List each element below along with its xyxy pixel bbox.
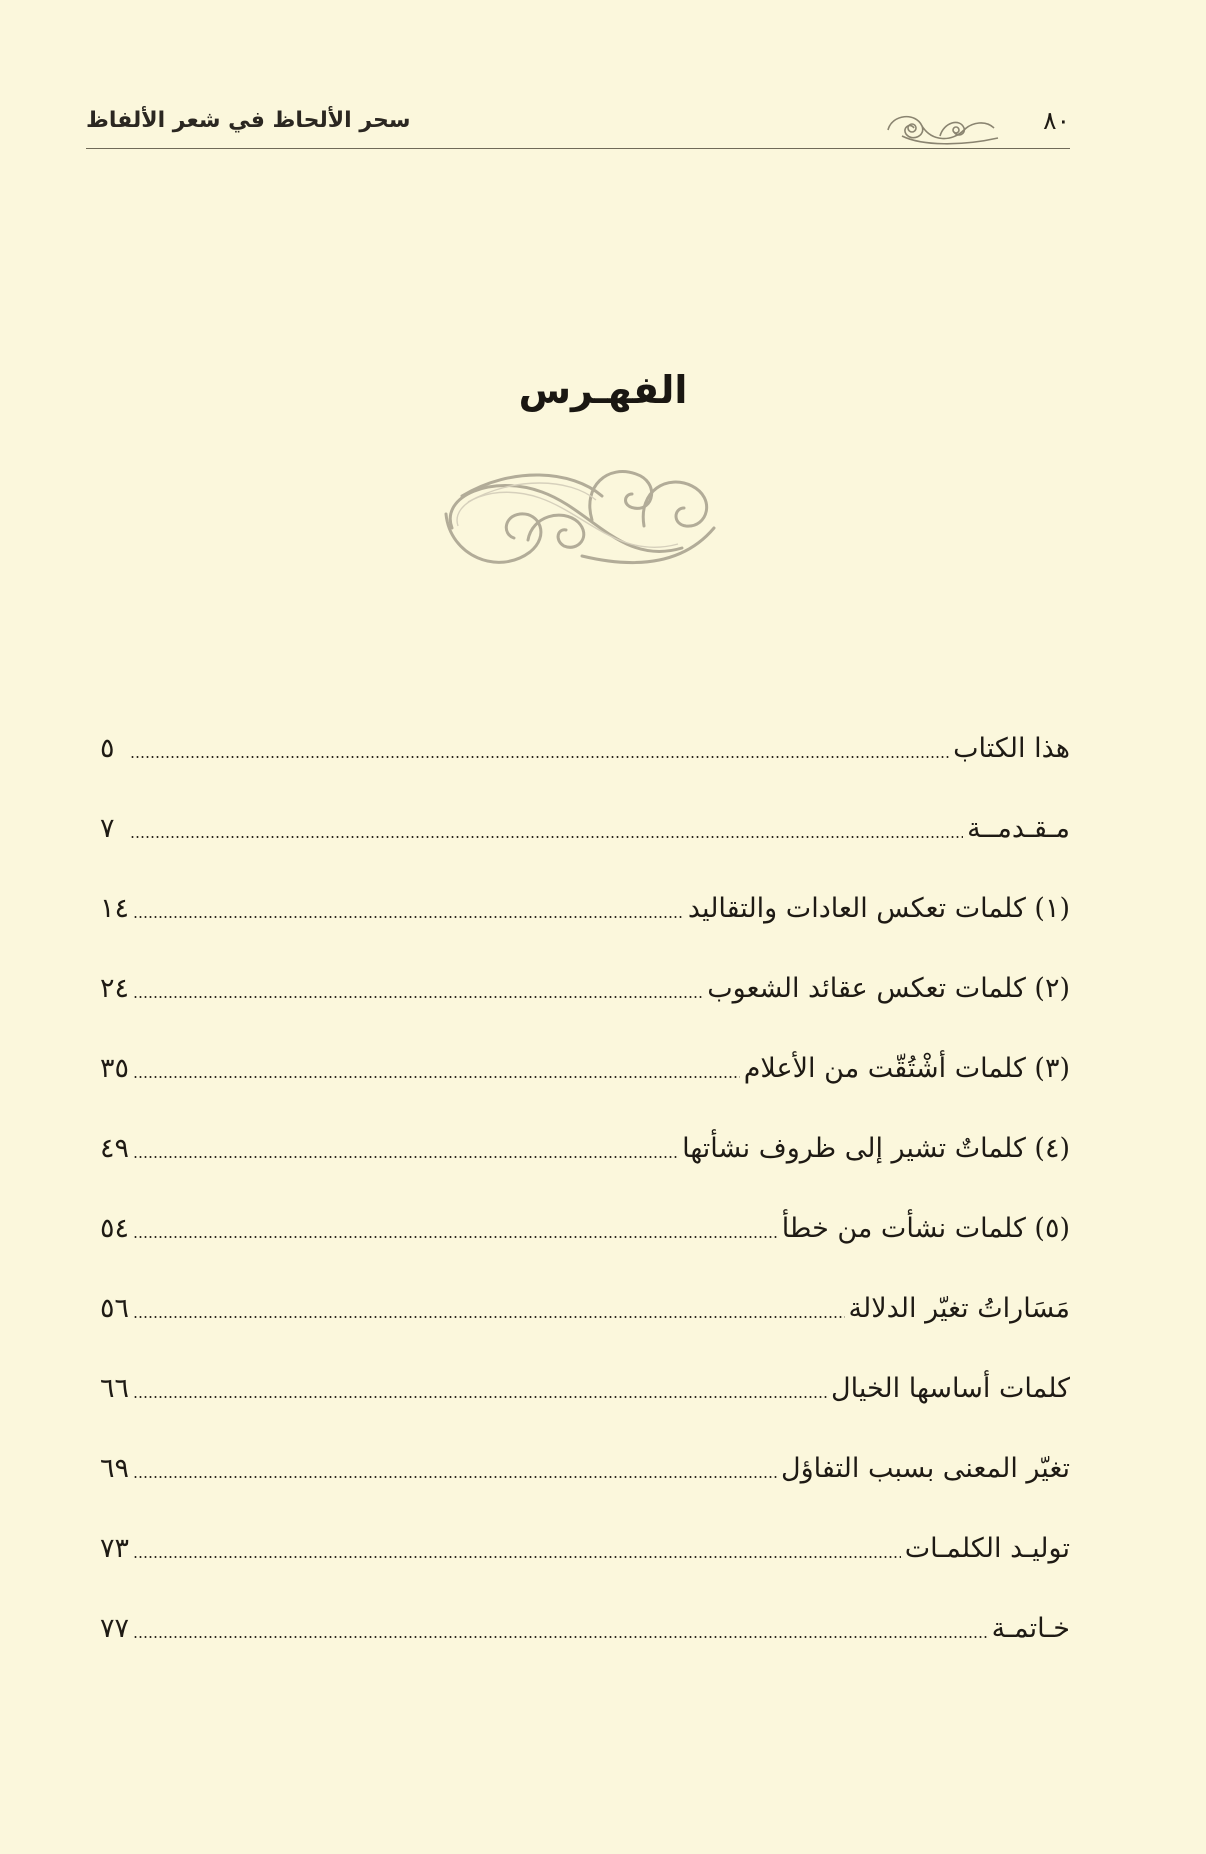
toc-entry [100, 788, 1070, 868]
dot-leader [133, 1316, 845, 1318]
toc-entry-label: توليـد الكلمـات [904, 1532, 1070, 1564]
toc-entry-page: ٧٧ [100, 1612, 130, 1644]
toc-entry-page: ٧٣ [100, 1532, 130, 1564]
toc-entry-label: خـاتمـة [991, 1612, 1070, 1644]
toc-entry [100, 708, 1070, 788]
toc-entry [100, 868, 1070, 948]
dot-leader [133, 1396, 827, 1398]
dot-leader [133, 1156, 678, 1158]
dot-leader [133, 1476, 777, 1478]
toc-entry [100, 1428, 1070, 1508]
toc-entry-label: (٢) كلمات تعكس عقائد الشعوب [707, 972, 1070, 1004]
dot-leader [133, 916, 684, 918]
toc-list [100, 708, 1070, 1668]
toc-entry [100, 948, 1070, 1028]
swirl-ornament-icon [432, 456, 722, 580]
toc-entry-page: ٦٦ [100, 1372, 130, 1404]
book-title: سحر الألحاظ في شعر الألفاظ [86, 108, 411, 133]
toc-entry [100, 1348, 1070, 1428]
dot-leader [133, 1556, 901, 1558]
toc-entry-page: ٣٥ [100, 1052, 130, 1084]
toc-entry-label: (٤) كلماتٌ تشير إلى ظروف نشأتها [682, 1132, 1070, 1164]
toc-entry-label: (٥) كلمات نشأت من خطأ [781, 1212, 1070, 1244]
toc-entry [100, 1188, 1070, 1268]
toc-entry-label: (٣) كلمات أشْتُقّت من الأعلام [743, 1052, 1070, 1084]
dot-leader [133, 996, 703, 998]
toc-entry [100, 1508, 1070, 1588]
toc-entry [100, 1028, 1070, 1108]
toc-entry-page: ٥٦ [100, 1292, 130, 1324]
dot-leader [130, 756, 949, 758]
flourish-ornament-icon [882, 106, 1002, 148]
dot-leader [130, 836, 963, 838]
toc-entry-page: ١٤ [100, 892, 130, 924]
dot-leader [133, 1076, 740, 1078]
toc-entry [100, 1268, 1070, 1348]
toc-entry-label: (١) كلمات تعكس العادات والتقاليد [687, 892, 1070, 924]
toc-entry-label: هذا الكتاب [953, 732, 1070, 764]
toc-entry-label: مَسَاراتُ تغيّر الدلالة [848, 1292, 1070, 1324]
toc-entry [100, 1108, 1070, 1188]
toc-entry-page: ٥٤ [100, 1212, 130, 1244]
toc-title: الفهـرس [518, 368, 688, 412]
dot-leader [133, 1636, 988, 1638]
dot-leader [133, 1236, 778, 1238]
toc-entry-page: ٧ [100, 812, 115, 844]
toc-entry-page: ٤٩ [100, 1132, 130, 1164]
page-number: ٨٠ [1043, 106, 1070, 135]
toc-entry-page: ٢٤ [100, 972, 130, 1004]
toc-entry [100, 1588, 1070, 1668]
toc-entry-label: مـقـدمــة [967, 812, 1070, 844]
toc-entry-label: كلمات أساسها الخيال [830, 1372, 1070, 1404]
toc-entry-label: تغيّر المعنى بسبب التفاؤل [780, 1452, 1070, 1484]
toc-entry-page: ٥ [100, 732, 115, 764]
toc-entry-page: ٦٩ [100, 1452, 130, 1484]
running-header [86, 102, 1070, 149]
